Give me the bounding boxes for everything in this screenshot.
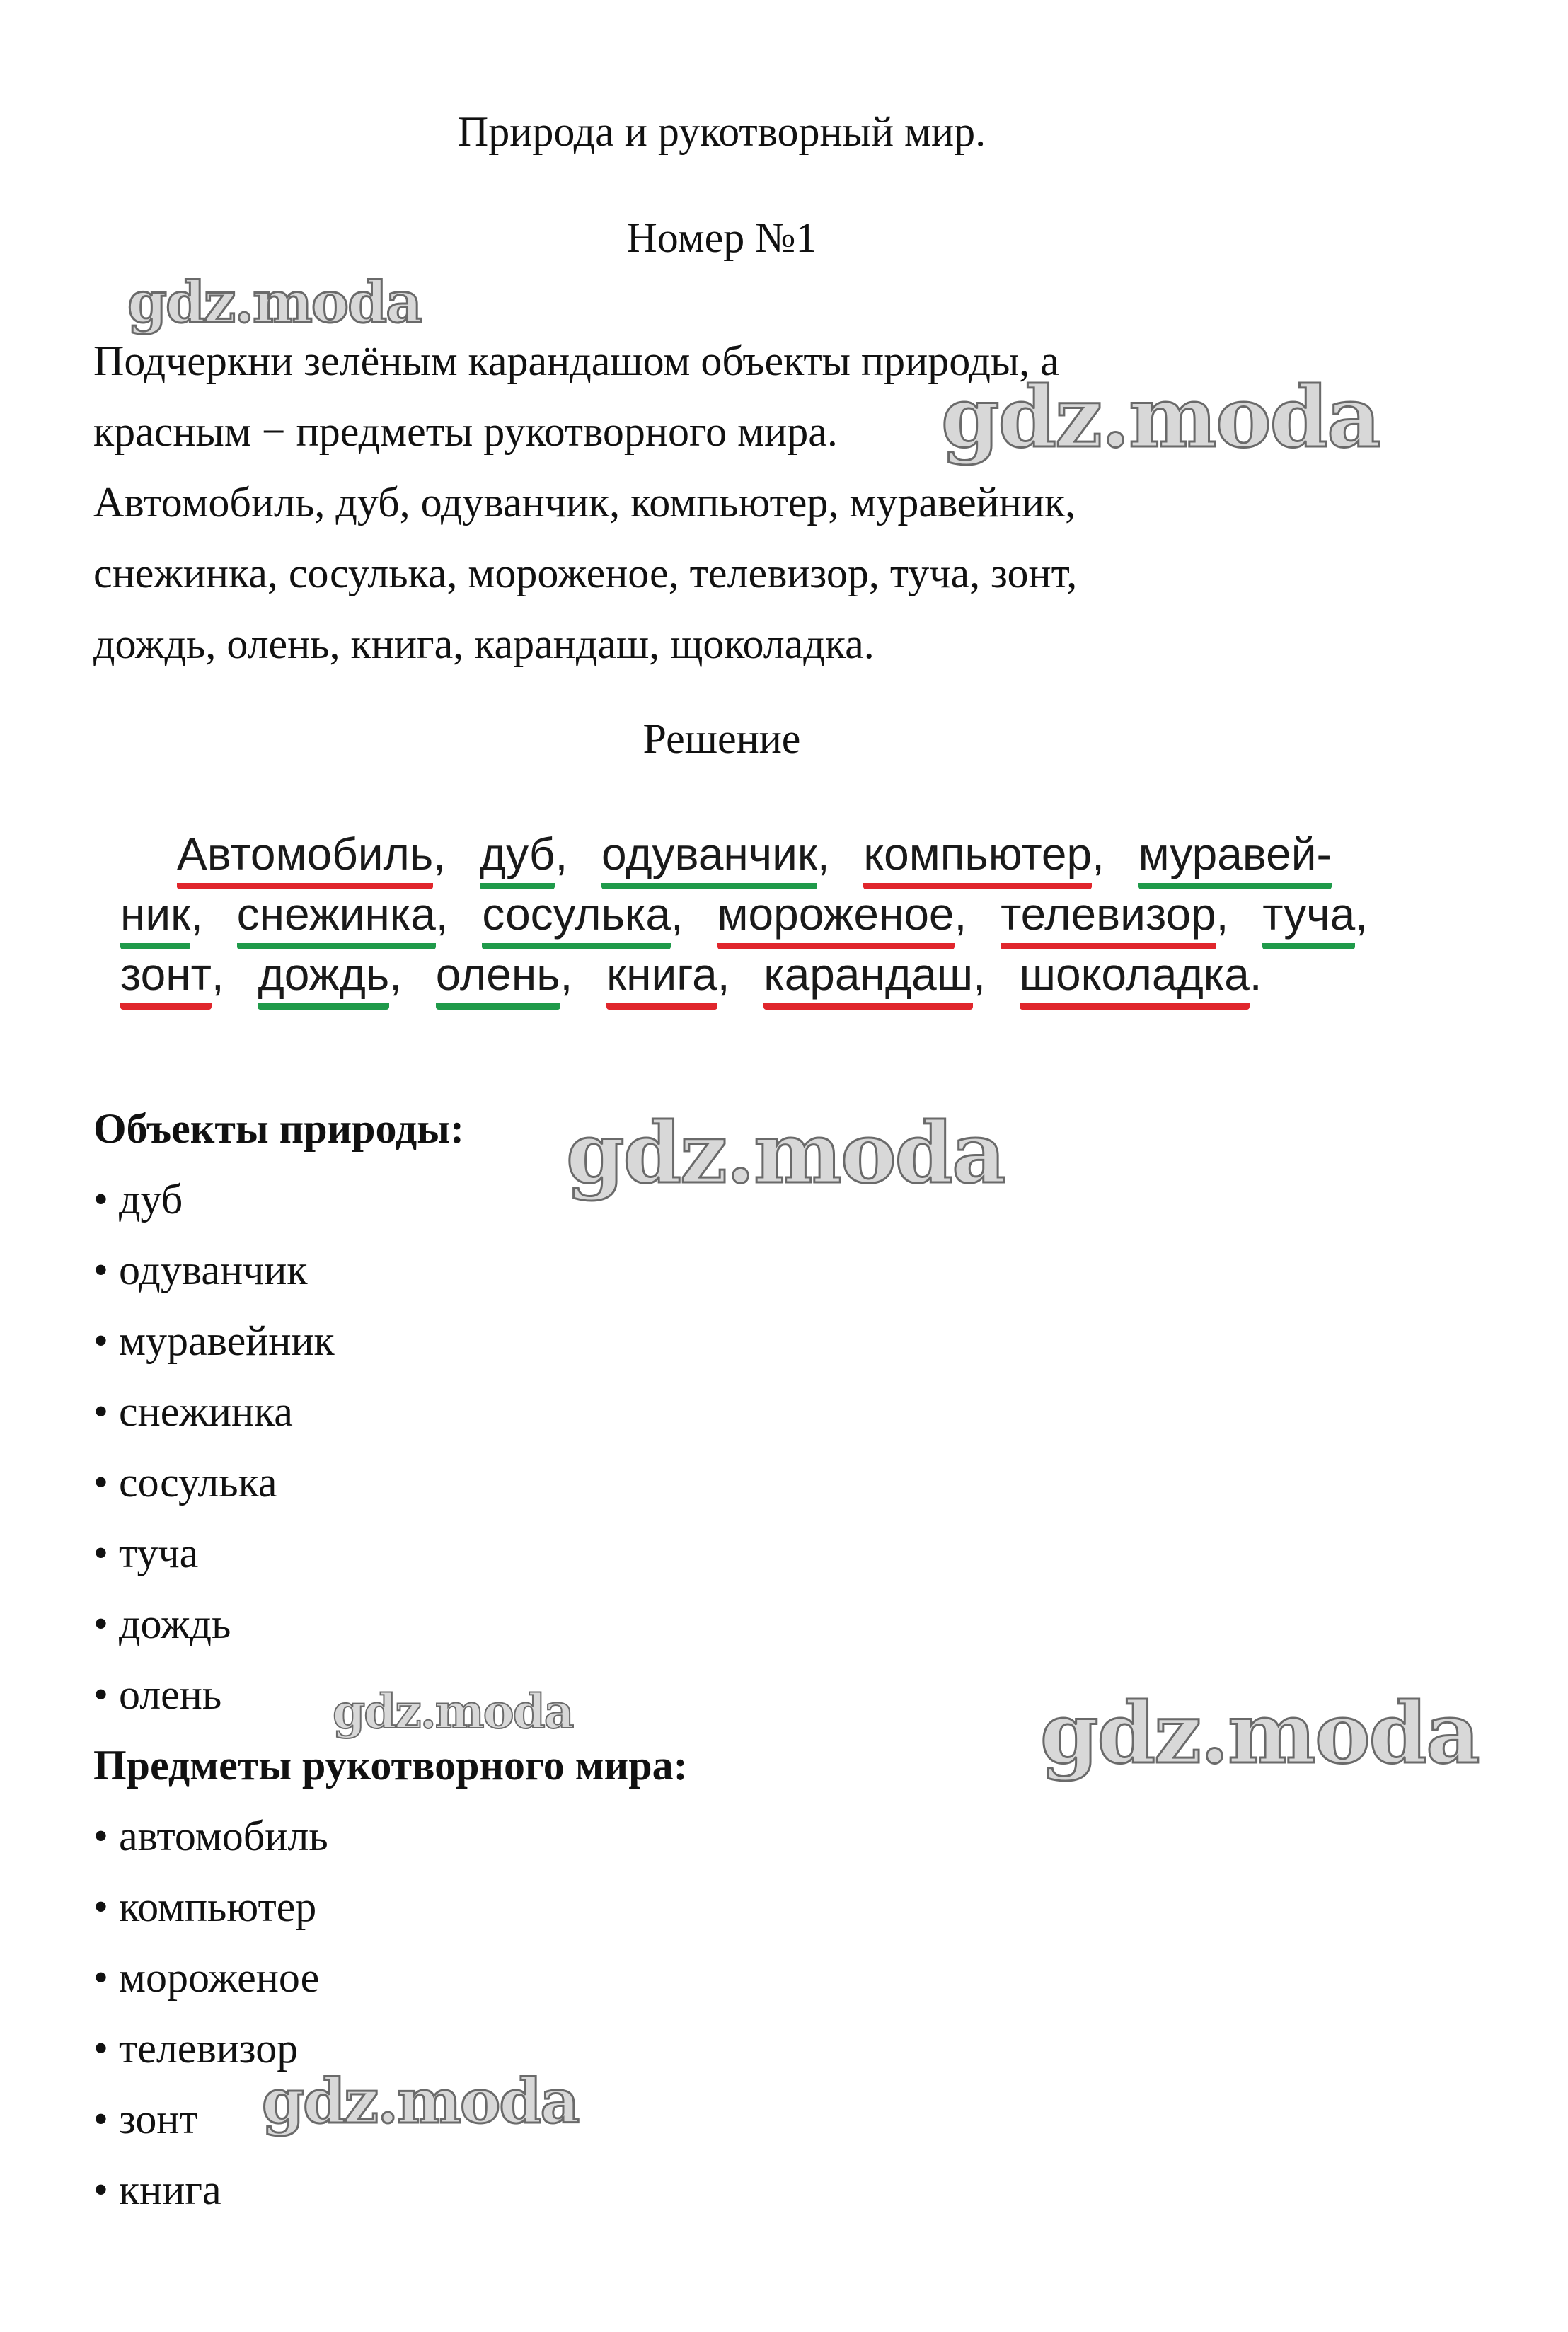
task-line: снежинка, сосулька, мороженое, телевизор, туча, зонт, [93, 550, 1078, 596]
punctuation: , [435, 889, 449, 940]
underlined-word-nature: сосулька [482, 888, 671, 949]
list-item: • сосулька [93, 1447, 688, 1518]
underlined-word-manmade: карандаш [763, 948, 973, 1010]
punctuation: , [433, 829, 446, 879]
answer-image [106, 828, 1493, 1019]
punctuation: , [817, 829, 830, 879]
underlined-word-nature: снежинка [237, 888, 436, 949]
punctuation: , [190, 889, 203, 940]
underlined-word-nature: туча [1262, 888, 1355, 949]
task-line: Автомобиль, дуб, одуванчик, компьютер, муравейник, [93, 479, 1076, 526]
list-item: • компьютер [93, 1871, 688, 1942]
list-item: • мороженое [93, 1942, 688, 2013]
underlined-word-manmade: телевизор [1001, 888, 1216, 949]
list-item: • автомобиль [93, 1801, 688, 1871]
punctuation: , [670, 889, 684, 940]
underlined-word-nature: дождь [258, 948, 389, 1010]
punctuation: , [560, 949, 573, 1000]
task-line: дождь, олень, книга, карандаш, щоколадка. [93, 620, 875, 667]
task-line: красным − предметы рукотворного мира. [93, 408, 838, 455]
underlined-word-manmade: Автомобиль [177, 828, 433, 889]
list-item: • книга [93, 2154, 688, 2225]
punctuation: , [717, 949, 730, 1000]
watermark: gdz.moda [941, 368, 1380, 466]
watermark: gdz.moda [1040, 1684, 1479, 1782]
punctuation: , [954, 889, 967, 940]
manmade-heading: Предметы рукотворного мира: [93, 1742, 688, 1789]
underlined-word-nature: одуванчик [601, 828, 817, 889]
list-item: • зонт [93, 2084, 688, 2154]
underlined-word-nature: олень [436, 948, 560, 1010]
punctuation: . [1249, 949, 1262, 1000]
watermark: gdz.moda [333, 1684, 573, 1739]
watermark: gdz.moda [262, 2066, 579, 2137]
underlined-word-nature: муравей- [1138, 828, 1332, 889]
underlined-word-manmade: книга [606, 948, 717, 1010]
list-item: • одуванчик [93, 1235, 688, 1305]
list-item: • олень [93, 1659, 688, 1730]
underlined-word-nature: дуб [480, 828, 555, 889]
page-title: Природа и рукотворный мир. [457, 108, 986, 155]
list-item: • муравейник [93, 1305, 688, 1376]
punctuation: , [973, 949, 986, 1000]
punctuation: , [1355, 889, 1368, 940]
answer-line-3 [120, 948, 1284, 1010]
punctuation: , [555, 829, 568, 879]
underlined-word-manmade: шоколадка [1020, 948, 1250, 1010]
list-item: • дождь [93, 1588, 688, 1659]
answer-line-2 [120, 888, 1389, 949]
punctuation: , [1092, 829, 1105, 879]
underlined-word-manmade: зонт [120, 948, 212, 1010]
underlined-word-manmade: мороженое [717, 888, 955, 949]
watermark: gdz.moda [566, 1104, 1005, 1202]
punctuation: , [1216, 889, 1229, 940]
solution-title: Решение [642, 715, 801, 762]
nature-list [93, 1093, 688, 2225]
list-item: • снежинка [93, 1376, 688, 1447]
task-line: Подчеркни зелёным карандашом объекты природы, а [93, 337, 1059, 384]
punctuation: , [211, 949, 224, 1000]
nature-heading: Объекты природы: [93, 1105, 465, 1152]
list-item: • туча [93, 1518, 688, 1588]
watermark: gdz.moda [127, 269, 421, 335]
underlined-word-nature: ник [120, 888, 190, 949]
answer-line-1 [177, 828, 1332, 889]
list-item: • дуб [93, 1164, 688, 1235]
list-item: • телевизор [93, 2013, 688, 2084]
punctuation: , [389, 949, 402, 1000]
underlined-word-manmade: компьютер [863, 828, 1092, 889]
task-number: Номер №1 [626, 214, 817, 261]
